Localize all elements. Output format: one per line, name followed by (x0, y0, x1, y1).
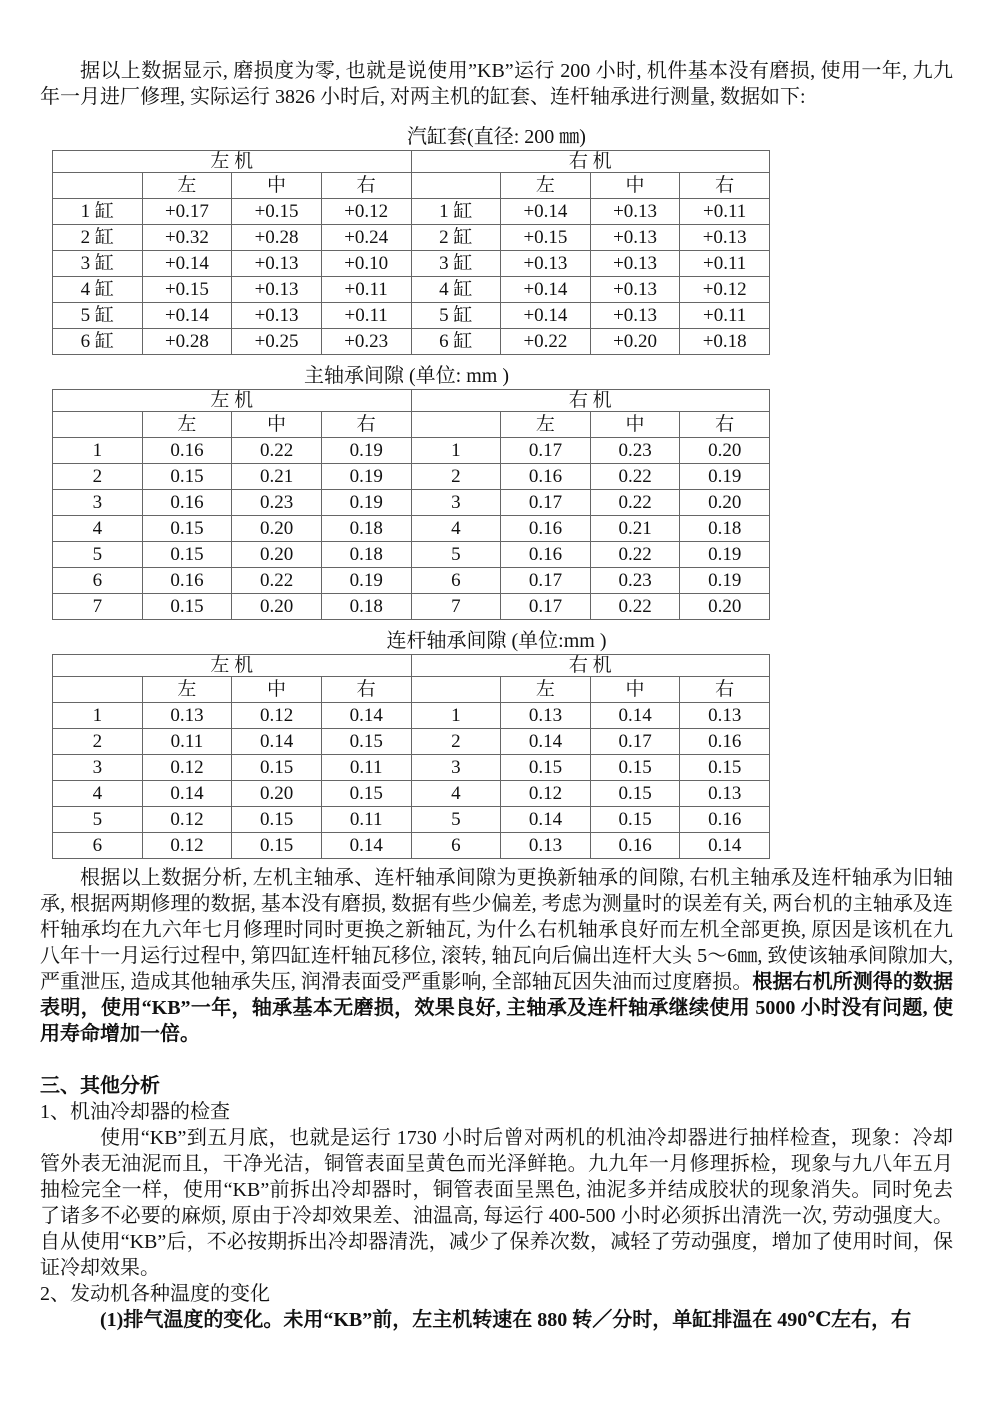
value-cell: 0.20 (680, 438, 770, 464)
value-cell: 0.18 (321, 542, 411, 568)
position-header-cell: 左 (142, 677, 232, 703)
value-cell: +0.13 (590, 303, 680, 329)
row-label-cell: 2 (411, 464, 501, 490)
table-row (53, 568, 770, 594)
value-cell: 0.16 (142, 490, 232, 516)
table-row (53, 833, 770, 859)
value-cell: 0.20 (232, 594, 322, 620)
row-label-cell: 4 (411, 516, 501, 542)
oil-cooler-paragraph: 使用“KB”到五月底，也就是运行 1730 小时后曾对两机的机油冷却器进行抽样检查，现象：冷却管外表无油泥而且，干净光洁，铜管表面呈黄色而光泽鲜艳。九九年一月修理拆检，现象与九八年五月抽检完全一样，使用“KB”前拆出冷却器时，铜管表面呈黑色, 油泥多并结成胶状的现象消失。同时免去了诸多不必要的麻烦, 原由于冷却效果差、油温高, 每运行 400-500 小时必须拆出清洗一次, 劳动强度大。自从使用“KB”后，不必按期拆出冷却器清洗，减少了保养次数，减轻了劳动强度，增加了使用时间，保证冷却效果。 (40, 1127, 953, 1279)
table-row (53, 464, 770, 490)
position-header-cell: 中 (590, 677, 680, 703)
value-cell: +0.17 (142, 199, 232, 225)
value-cell: 0.13 (501, 703, 591, 729)
value-cell: 0.14 (590, 703, 680, 729)
value-cell: +0.22 (501, 329, 591, 355)
value-cell: +0.24 (321, 225, 411, 251)
value-cell: 0.13 (142, 703, 232, 729)
conrod-bearing-table-title: 连杆轴承间隙 (单位:mm ) (386, 630, 607, 652)
value-cell: +0.14 (501, 303, 591, 329)
value-cell: +0.25 (232, 329, 322, 355)
value-cell: +0.11 (680, 251, 770, 277)
value-cell: 0.15 (142, 464, 232, 490)
row-label-cell: 4 缸 (53, 277, 143, 303)
position-header-cell: 左 (501, 173, 591, 199)
position-header-cell: 右 (321, 677, 411, 703)
value-cell: 0.20 (232, 516, 322, 542)
machine-group-header-cell: 右 机 (411, 655, 770, 677)
value-cell: 0.19 (680, 464, 770, 490)
table-row (53, 516, 770, 542)
position-header-cell (53, 412, 143, 438)
row-label-cell: 1 (53, 703, 143, 729)
value-cell: +0.13 (501, 251, 591, 277)
position-header-cell (411, 173, 501, 199)
position-header-cell: 右 (680, 412, 770, 438)
value-cell: 0.12 (232, 703, 322, 729)
value-cell: 0.15 (142, 516, 232, 542)
value-cell: 0.18 (321, 594, 411, 620)
value-cell: +0.11 (321, 277, 411, 303)
row-label-cell: 5 (411, 807, 501, 833)
row-label-cell: 4 缸 (411, 277, 501, 303)
row-label-cell: 7 (53, 594, 143, 620)
row-label-cell: 5 (53, 542, 143, 568)
value-cell: +0.14 (501, 199, 591, 225)
value-cell: 0.15 (590, 781, 680, 807)
main-bearing-clearance-table (52, 389, 770, 620)
value-cell: +0.13 (590, 277, 680, 303)
value-cell: +0.13 (232, 251, 322, 277)
value-cell: +0.12 (321, 199, 411, 225)
value-cell: 0.22 (590, 464, 680, 490)
value-cell: 0.22 (232, 438, 322, 464)
value-cell: 0.16 (501, 542, 591, 568)
value-cell: 0.17 (590, 729, 680, 755)
table-row (53, 277, 770, 303)
value-cell: 0.19 (680, 542, 770, 568)
intro-paragraph: 据以上数据显示, 磨损度为零, 也就是说使用”KB”运行 200 小时, 机件基本没有磨损, 使用一年, 九九年一月进厂修理, 实际运行 3826 小时后, 对两主机的缸套、连杆轴承进行测量, 数据如下: (40, 60, 953, 108)
row-label-cell: 6 (53, 568, 143, 594)
value-cell: +0.32 (142, 225, 232, 251)
row-label-cell: 4 (53, 516, 143, 542)
value-cell: 0.17 (501, 568, 591, 594)
value-cell: +0.15 (501, 225, 591, 251)
value-cell: 0.13 (680, 781, 770, 807)
machine-group-header-cell: 左 机 (53, 151, 412, 173)
value-cell: 0.18 (680, 516, 770, 542)
value-cell: +0.28 (142, 329, 232, 355)
position-header-cell: 左 (142, 173, 232, 199)
table-row (53, 594, 770, 620)
machine-group-header-cell: 右 机 (411, 390, 770, 412)
table-row (53, 807, 770, 833)
row-label-cell: 3 (53, 490, 143, 516)
value-cell: 0.15 (232, 807, 322, 833)
row-label-cell: 3 (411, 490, 501, 516)
position-header-cell: 左 (501, 677, 591, 703)
table-row (53, 755, 770, 781)
value-cell: 0.11 (321, 807, 411, 833)
value-cell: +0.14 (142, 251, 232, 277)
value-cell: 0.12 (142, 807, 232, 833)
value-cell: 0.17 (501, 594, 591, 620)
engine-temperature-item-title: 2、发动机各种温度的变化 (40, 1283, 270, 1305)
row-label-cell: 2 (53, 464, 143, 490)
value-cell: 0.15 (501, 755, 591, 781)
analysis-normal-text: 根据以上数据分析, 左机主轴承、连杆轴承间隙为更换新轴承的间隙, 右机主轴承及连杆轴承为旧轴承, 根据两期修理的数据, 基本没有磨损, 数据有些少偏差, 考虑为测量时的误差有关, 两台机的主轴承及连杆轴承均在九六年七月修理时同时更换之新轴瓦, 为什么右机轴承良好而左机全部更换, 原因是该机在九八年十一月运行过程中, 第四缸连杆轴瓦移位, 滚转, 轴瓦向后偏出连杆大头 5～6㎜, 致使该轴承间隙加大, 严重泄压, 造成其他轴承失压, 润滑表面受严重影响, 全部轴瓦因失油而过度磨损。 (40, 867, 953, 993)
value-cell: 0.14 (501, 729, 591, 755)
value-cell: +0.13 (590, 225, 680, 251)
table-row (53, 781, 770, 807)
value-cell: 0.15 (590, 755, 680, 781)
row-label-cell: 5 (53, 807, 143, 833)
position-header-cell (53, 173, 143, 199)
value-cell: 0.19 (680, 568, 770, 594)
value-cell: 0.23 (590, 438, 680, 464)
value-cell: 0.14 (321, 703, 411, 729)
analysis-paragraph (40, 865, 953, 1047)
table-row (53, 438, 770, 464)
value-cell: 0.12 (501, 781, 591, 807)
row-label-cell: 2 (53, 729, 143, 755)
position-header-cell: 右 (680, 173, 770, 199)
row-label-cell: 2 (411, 729, 501, 755)
value-cell: 0.22 (232, 568, 322, 594)
value-cell: 0.15 (680, 755, 770, 781)
row-label-cell: 4 (53, 781, 143, 807)
position-header-cell (411, 412, 501, 438)
machine-group-header-cell: 左 机 (53, 390, 412, 412)
row-label-cell: 2 缸 (411, 225, 501, 251)
cylinder-liner-table-title: 汽缸套(直径: 200 ㎜) (407, 126, 586, 148)
value-cell: 0.19 (321, 438, 411, 464)
value-cell: 0.15 (590, 807, 680, 833)
row-label-cell: 6 (411, 568, 501, 594)
value-cell: 0.23 (590, 568, 680, 594)
value-cell: +0.10 (321, 251, 411, 277)
table-row (53, 199, 770, 225)
value-cell: 0.21 (590, 516, 680, 542)
position-header-cell: 中 (232, 412, 322, 438)
row-label-cell: 4 (411, 781, 501, 807)
machine-group-header-cell: 左 机 (53, 655, 412, 677)
value-cell: 0.16 (680, 807, 770, 833)
conrod-bearing-clearance-table (52, 654, 770, 859)
value-cell: 0.19 (321, 490, 411, 516)
row-label-cell: 3 (53, 755, 143, 781)
value-cell: 0.23 (232, 490, 322, 516)
value-cell: +0.20 (590, 329, 680, 355)
value-cell: +0.28 (232, 225, 322, 251)
row-label-cell: 1 缸 (53, 199, 143, 225)
value-cell: 0.20 (680, 490, 770, 516)
table-row (53, 251, 770, 277)
value-cell: 0.15 (142, 542, 232, 568)
value-cell: +0.11 (680, 199, 770, 225)
value-cell: 0.20 (232, 542, 322, 568)
table-row (53, 225, 770, 251)
value-cell: 0.13 (501, 833, 591, 859)
row-label-cell: 6 缸 (53, 329, 143, 355)
table-row (53, 303, 770, 329)
row-label-cell: 6 缸 (411, 329, 501, 355)
value-cell: 0.16 (501, 464, 591, 490)
value-cell: 0.12 (142, 833, 232, 859)
row-label-cell: 3 缸 (53, 251, 143, 277)
value-cell: 0.20 (232, 781, 322, 807)
position-header-cell: 右 (321, 412, 411, 438)
row-label-cell: 1 (411, 438, 501, 464)
position-header-cell: 中 (590, 173, 680, 199)
value-cell: 0.14 (232, 729, 322, 755)
table-row (53, 329, 770, 355)
table-row (53, 729, 770, 755)
value-cell: 0.15 (321, 729, 411, 755)
row-label-cell: 1 (411, 703, 501, 729)
row-label-cell: 2 缸 (53, 225, 143, 251)
value-cell: 0.22 (590, 490, 680, 516)
value-cell: 0.19 (321, 464, 411, 490)
value-cell: 0.17 (501, 438, 591, 464)
row-label-cell: 3 缸 (411, 251, 501, 277)
position-header-cell (411, 677, 501, 703)
value-cell: +0.15 (142, 277, 232, 303)
row-label-cell: 5 缸 (411, 303, 501, 329)
value-cell: 0.22 (590, 542, 680, 568)
main-bearing-table-title: 主轴承间隙 (单位: mm ) (304, 365, 509, 387)
value-cell: 0.19 (321, 568, 411, 594)
value-cell: 0.21 (232, 464, 322, 490)
exhaust-temperature-line: (1)排气温度的变化。未用“KB”前，左主机转速在 880 转／分时，单缸排温在 490℃左右，右 (100, 1309, 912, 1331)
value-cell: +0.13 (590, 199, 680, 225)
row-label-cell: 1 缸 (411, 199, 501, 225)
value-cell: +0.14 (142, 303, 232, 329)
machine-group-header-cell: 右 机 (411, 151, 770, 173)
table-row (53, 703, 770, 729)
value-cell: +0.23 (321, 329, 411, 355)
analysis-bold-text: 根据右机所测得的数据表明，使用“KB”一年，轴承基本无磨损，效果良好, 主轴承及连杆轴承继续使用 5000 小时没有问题, 使用寿命增加一倍。 (40, 971, 954, 1045)
value-cell: +0.12 (680, 277, 770, 303)
value-cell: +0.11 (321, 303, 411, 329)
position-header-cell: 左 (142, 412, 232, 438)
value-cell: +0.13 (232, 277, 322, 303)
value-cell: 0.14 (680, 833, 770, 859)
value-cell: +0.18 (680, 329, 770, 355)
row-label-cell: 5 缸 (53, 303, 143, 329)
value-cell: 0.17 (501, 490, 591, 516)
value-cell: 0.16 (590, 833, 680, 859)
position-header-cell (53, 677, 143, 703)
row-label-cell: 7 (411, 594, 501, 620)
value-cell: 0.15 (142, 594, 232, 620)
position-header-cell: 左 (501, 412, 591, 438)
value-cell: +0.13 (680, 225, 770, 251)
value-cell: 0.14 (142, 781, 232, 807)
row-label-cell: 6 (411, 833, 501, 859)
value-cell: 0.18 (321, 516, 411, 542)
value-cell: +0.11 (680, 303, 770, 329)
value-cell: 0.12 (142, 755, 232, 781)
cylinder-liner-table (52, 150, 770, 355)
value-cell: +0.13 (232, 303, 322, 329)
value-cell: 0.16 (501, 516, 591, 542)
value-cell: 0.14 (321, 833, 411, 859)
row-label-cell: 3 (411, 755, 501, 781)
value-cell: 0.16 (142, 438, 232, 464)
value-cell: 0.22 (590, 594, 680, 620)
row-label-cell: 5 (411, 542, 501, 568)
value-cell: 0.14 (501, 807, 591, 833)
value-cell: 0.15 (321, 781, 411, 807)
table-row (53, 542, 770, 568)
other-analysis-heading: 三、其他分析 (40, 1075, 160, 1097)
value-cell: 0.16 (142, 568, 232, 594)
table-row (53, 490, 770, 516)
value-cell: 0.15 (232, 755, 322, 781)
value-cell: 0.16 (680, 729, 770, 755)
oil-cooler-item-title: 1、机油冷却器的检查 (40, 1101, 230, 1123)
value-cell: 0.20 (680, 594, 770, 620)
position-header-cell: 中 (590, 412, 680, 438)
value-cell: 0.15 (232, 833, 322, 859)
position-header-cell: 右 (680, 677, 770, 703)
position-header-cell: 中 (232, 173, 322, 199)
value-cell: +0.15 (232, 199, 322, 225)
value-cell: 0.11 (142, 729, 232, 755)
row-label-cell: 6 (53, 833, 143, 859)
position-header-cell: 中 (232, 677, 322, 703)
value-cell: +0.14 (501, 277, 591, 303)
value-cell: 0.13 (680, 703, 770, 729)
position-header-cell: 右 (321, 173, 411, 199)
row-label-cell: 1 (53, 438, 143, 464)
value-cell: +0.13 (590, 251, 680, 277)
value-cell: 0.11 (321, 755, 411, 781)
